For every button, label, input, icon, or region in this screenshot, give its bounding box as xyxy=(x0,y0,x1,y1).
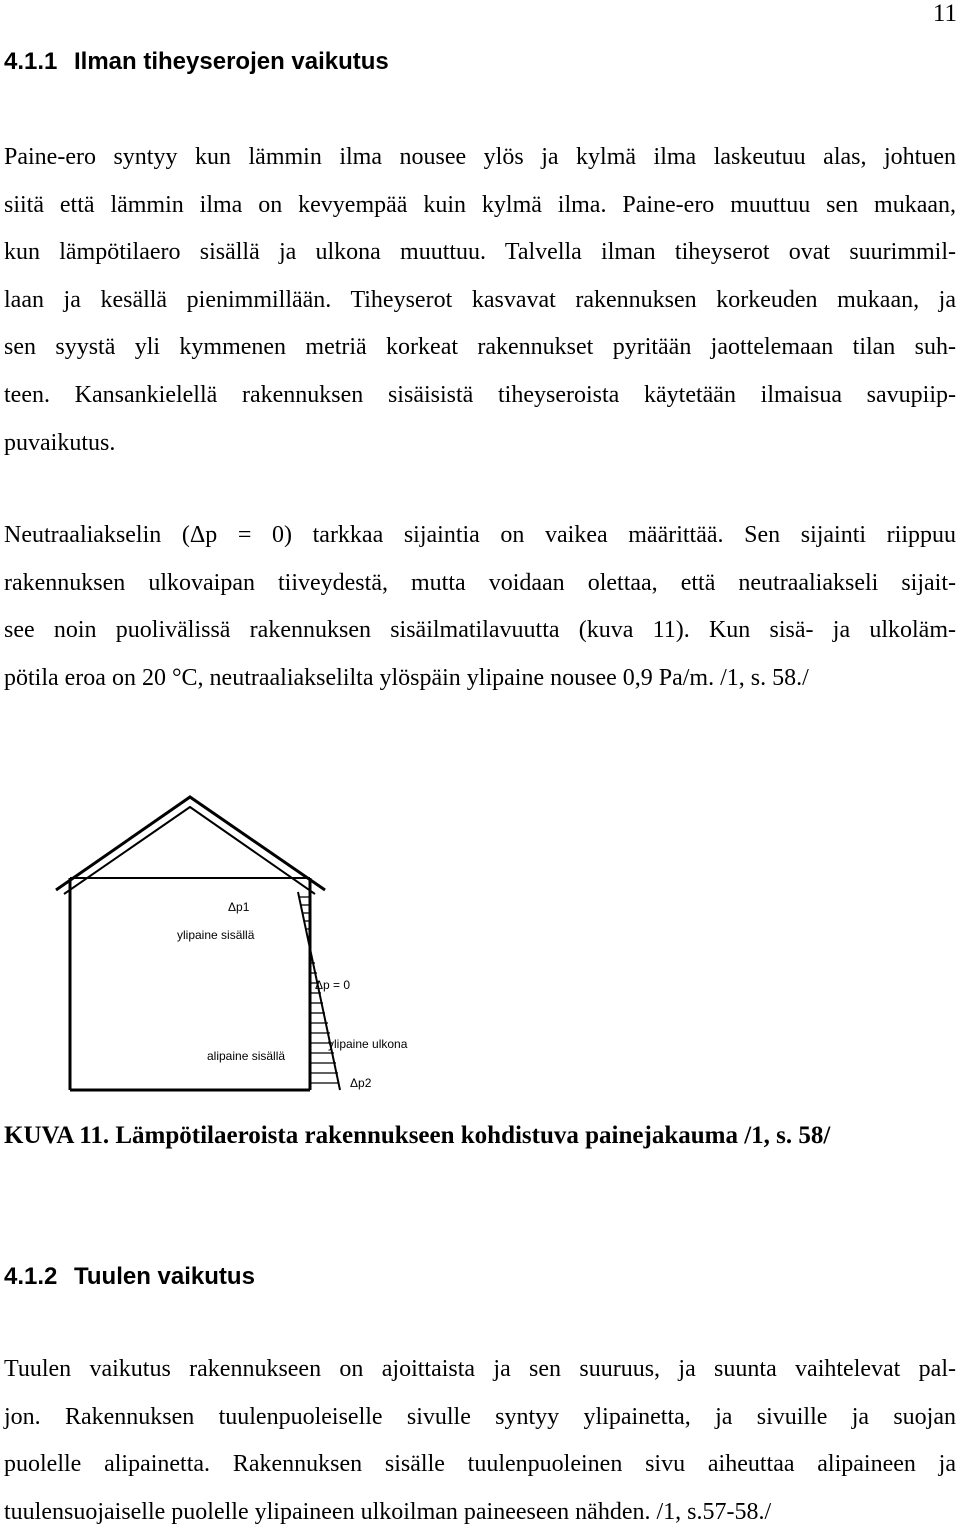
text-line: puvaikutus. xyxy=(4,429,116,456)
label-dp1: Δp1 xyxy=(228,900,250,914)
text-line: puolelle alipainetta. Rakennuksen sisälle tuulenpuoleinen sivu aiheuttaa alipaineen ja xyxy=(4,1451,956,1478)
roof-outer xyxy=(56,797,325,890)
paragraph-neutral-axis xyxy=(4,512,956,702)
section-title: Tuulen vaikutus xyxy=(74,1263,255,1290)
pressure-distribution-figure xyxy=(40,780,420,1095)
paragraph-wind-effect xyxy=(4,1346,956,1536)
label-dp0: Δp = 0 xyxy=(315,978,351,992)
section-number: 4.1.2 xyxy=(4,1263,58,1290)
text-line: jon. Rakennuksen tuulenpuoleiselle sivulle syntyy ylipainetta, ja sivuille ja suojan xyxy=(4,1403,956,1430)
paragraph-stack-effect xyxy=(4,134,956,467)
text-line: Neutraaliakselin (Δp = 0) tarkkaa sijaintia on vaikea määrittää. Sen sijainti riippuu xyxy=(4,522,956,548)
text-line: pötila eroa on 20 °C, neutraaliakselilta ylöspäin ylipaine nousee 0,9 Pa/m. /1, s. 58./ xyxy=(4,664,809,691)
label-dp2: Δp2 xyxy=(350,1076,372,1090)
figure-caption: KUVA 11. Lämpötilaeroista rakennukseen kohdistuva painejakauma /1, s. 58/ xyxy=(4,1122,831,1149)
text-line: laan ja kesällä pienimmillään. Tiheyserot kasvavat rakennuksen korkeuden mukaan, ja xyxy=(4,286,956,313)
section-number: 4.1.1 xyxy=(4,48,58,75)
text-line: siitä että lämmin ilma on kevyempää kuin kylmä ilma. Paine-ero muuttuu sen mukaan, xyxy=(4,191,956,218)
text-line: Paine-ero syntyy kun lämmin ilma nousee ylös ja kylmä ilma laskeutuu alas, johtuen xyxy=(4,144,956,170)
section-heading-4-1-1 xyxy=(4,48,389,76)
text-line: Tuulen vaikutus rakennukseen on ajoittaista ja sen suuruus, ja suunta vaihtelevat pal- xyxy=(4,1356,956,1382)
roof-inner xyxy=(64,807,315,894)
section-title: Ilman tiheyserojen vaikutus xyxy=(74,48,389,75)
text-line: see noin puolivälissä rakennuksen sisäilmatilavuutta (kuva 11). Kun sisä- ja ulkoläm- xyxy=(4,617,956,644)
text-line: rakennuksen ulkovaipan tiiveydestä, mutta voidaan olettaa, että neutraaliakseli sijait- xyxy=(4,569,956,596)
label-alipaine-sisalla: alipaine sisällä xyxy=(207,1049,286,1063)
text-line: teen. Kansankielellä rakennuksen sisäisistä tiheyseroista käytetään ilmaisua savupiip- xyxy=(4,381,956,408)
text-line: sen syystä yli kymmenen metriä korkeat rakennukset pyritään jaottelemaan tilan suh- xyxy=(4,334,956,361)
label-ylipaine-sisalla: ylipaine sisällä xyxy=(177,928,255,942)
section-heading-4-1-2 xyxy=(4,1263,255,1291)
page-number: 11 xyxy=(932,0,957,27)
label-ylipaine-ulkona: ylipaine ulkona xyxy=(328,1037,408,1051)
text-line: kun lämpötilaero sisällä ja ulkona muuttuu. Talvella ilman tiheyserot ovat suurimmil- xyxy=(4,239,956,266)
text-line: tuulensuojaiselle puolelle ylipaineen ulkoilman paineeseen nähden. /1, s.57-58./ xyxy=(4,1498,772,1525)
